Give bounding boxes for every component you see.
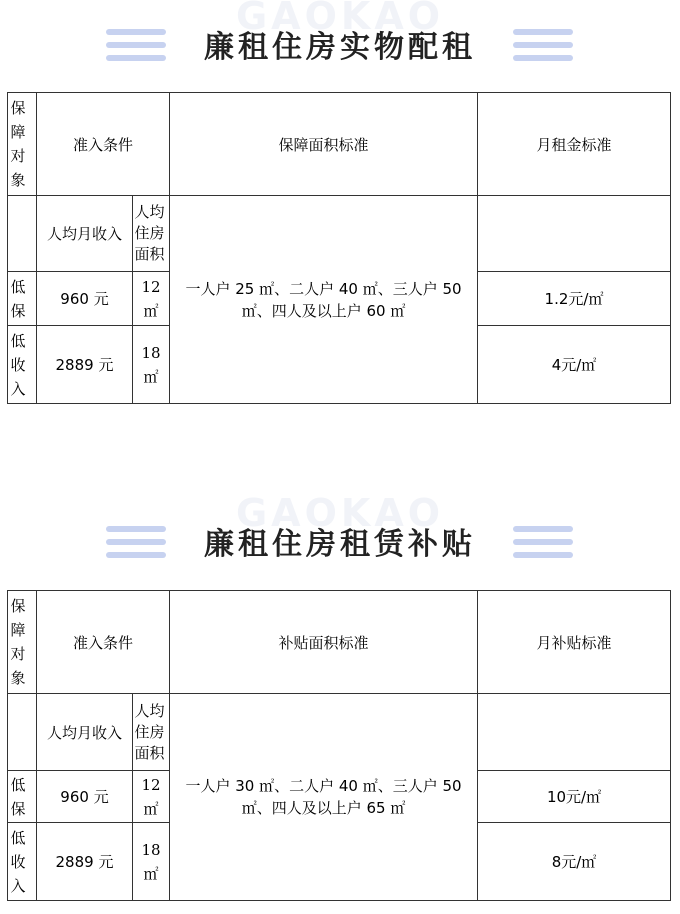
empty-cell [478, 694, 671, 771]
table-header-row [8, 93, 671, 196]
header-rent-standard: 月补贴标准 [478, 591, 671, 694]
subheader-housing: 人均住房面积 [133, 694, 170, 771]
header-rent-standard: 月租金标准 [478, 93, 671, 196]
row-income: 960 元 [37, 272, 133, 326]
subsidy-standards-table [7, 590, 671, 901]
row-rent: 1.2元/㎡ [478, 272, 671, 326]
table-subheader-row [8, 694, 671, 771]
decorative-lines-right-icon [513, 526, 573, 562]
section-title: 廉租住房租赁补贴 [204, 527, 476, 562]
row-housing: 12 ㎡ [133, 771, 170, 823]
row-object: 低收入 [8, 326, 37, 404]
row-object: 低保 [8, 771, 37, 823]
subheader-income: 人均月收入 [37, 694, 133, 771]
empty-cell [8, 196, 37, 272]
section-title: 廉租住房实物配租 [204, 30, 476, 65]
row-object: 低保 [8, 272, 37, 326]
row-rent: 8元/㎡ [478, 823, 671, 901]
table-subheader-row [8, 196, 671, 272]
area-standard-text: 一人户 30 ㎡、二人户 40 ㎡、三人户 50 ㎡、四人及以上户 65 ㎡ [170, 694, 478, 901]
row-housing: 12 ㎡ [133, 272, 170, 326]
watermark-text: GAOKAO [235, 491, 445, 535]
header-condition: 准入条件 [37, 591, 170, 694]
empty-cell [478, 196, 671, 272]
decorative-lines-right-icon [513, 29, 573, 65]
row-housing: 18 ㎡ [133, 823, 170, 901]
area-standard-text: 一人户 25 ㎡、二人户 40 ㎡、三人户 50 ㎡、四人及以上户 60 ㎡ [170, 196, 478, 404]
table-header-row [8, 591, 671, 694]
row-income: 960 元 [37, 771, 133, 823]
subheader-income: 人均月收入 [37, 196, 133, 272]
empty-cell [8, 694, 37, 771]
section-title-bar [0, 0, 680, 90]
row-rent: 4元/㎡ [478, 326, 671, 404]
row-income: 2889 元 [37, 823, 133, 901]
rental-standards-table [7, 92, 671, 404]
row-rent: 10元/㎡ [478, 771, 671, 823]
row-housing: 18 ㎡ [133, 326, 170, 404]
header-condition: 准入条件 [37, 93, 170, 196]
section-title-bar [0, 491, 680, 587]
row-income: 2889 元 [37, 326, 133, 404]
row-object: 低收入 [8, 823, 37, 901]
section-rental-subsidy [0, 491, 680, 895]
header-area-standard: 保障面积标准 [170, 93, 478, 196]
watermark-text: GAOKAO [235, 0, 445, 38]
header-object: 保障对象 [8, 591, 37, 694]
header-object: 保障对象 [8, 93, 37, 196]
subheader-housing: 人均住房面积 [133, 196, 170, 272]
header-area-standard: 补贴面积标准 [170, 591, 478, 694]
section-physical-rental [0, 0, 680, 398]
